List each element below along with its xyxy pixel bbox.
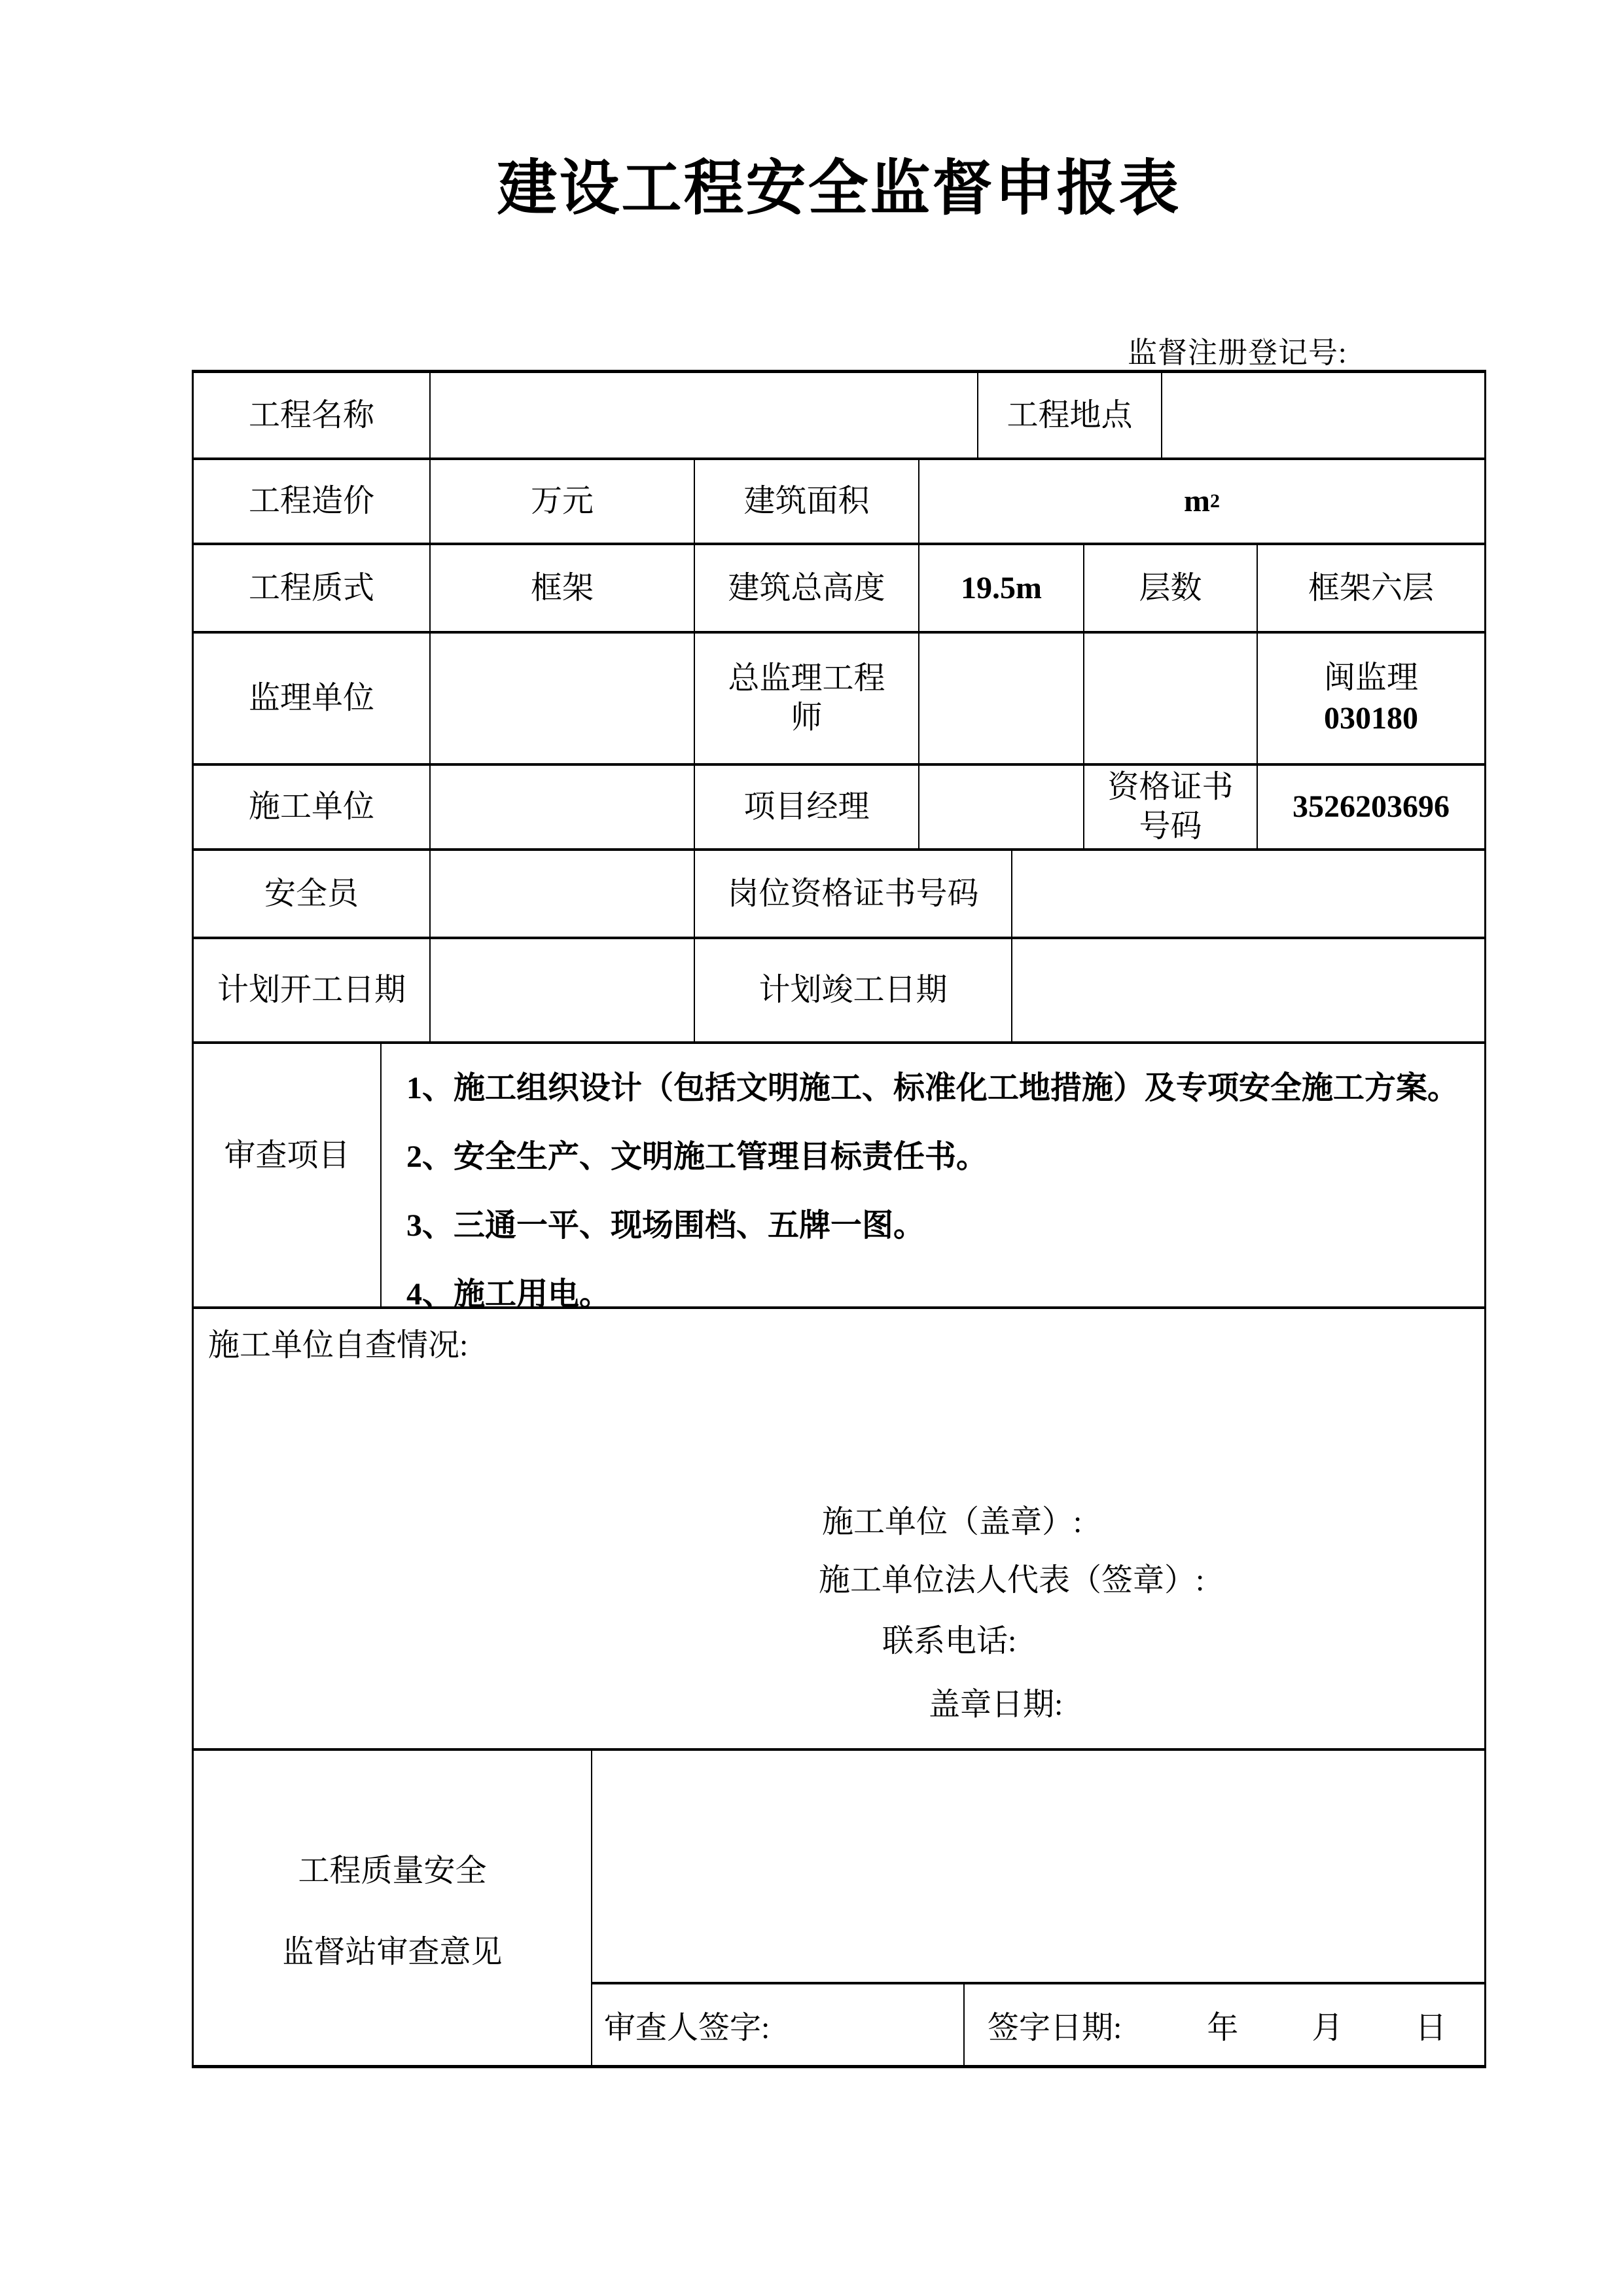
station-signature-row [592,1984,1484,2065]
area-unit-base: m [1184,484,1210,518]
project-name-value [429,373,977,457]
qualification-cert-value: 3526203696 [1257,766,1484,848]
declaration-form-table [192,370,1486,2068]
day-label: 日 [1415,2011,1447,2045]
supervision-cert-cell [1257,634,1484,763]
post-cert-value [1011,851,1484,937]
review-item-3: 3、三通一平、现场围档、五牌一图。 [406,1208,925,1243]
row-construction-unit [194,766,1484,851]
plan-finish-date-value [1011,939,1484,1041]
supervision-unit-value [429,634,694,763]
building-height-label: 建筑总高度 [694,545,918,631]
area-unit: m 2 [918,460,1484,543]
document-title: 建设工程安全监督申报表 [497,155,1181,222]
stamp-date-label: 盖章日期: [929,1687,1063,1722]
row-safety-officer [194,851,1484,939]
supervision-extra-cell [1083,634,1257,763]
project-location-value [1161,373,1484,457]
row-plan-dates [194,939,1484,1044]
station-review-content [591,1751,1484,2065]
signature-date-cell [963,1984,1484,2065]
row-structure [194,545,1484,634]
supervision-cert-line2: 030180 [1324,701,1418,736]
construction-unit-stamp-label: 施工单位（盖章）: [822,1505,1082,1539]
row-self-inspection [194,1309,1484,1751]
building-height-value: 19.5m [918,545,1083,631]
legal-representative-label: 施工单位法人代表（签章）: [819,1563,1205,1598]
qualification-cert-text: 资格证书号码 [1107,770,1234,844]
row-project-name [194,373,1484,460]
signature-date-label: 签字日期: [988,2011,1122,2045]
station-opinion-area [592,1751,1484,1984]
supervision-unit-label: 监理单位 [248,681,374,715]
review-items-list [380,1044,1484,1312]
project-name-label: 工程名称 [248,397,374,433]
floors-label: 层数 [1083,545,1257,631]
station-review-label-line2: 监督站审查意见 [282,1934,503,1969]
supervision-cert-line1: 闽监理 [1323,660,1418,695]
qualification-cert-label [1083,766,1257,848]
cost-label: 工程造价 [248,484,374,518]
chief-supervision-engineer-label [694,634,918,763]
chief-supervision-engineer-value [918,634,1083,763]
self-inspection-label: 施工单位自查情况: [208,1328,469,1363]
year-label: 年 [1207,2011,1239,2045]
chief-supervision-engineer-text: 总监理工程师 [728,661,885,735]
review-item-2: 2、安全生产、文明施工管理目标责任书。 [406,1139,988,1174]
structure-type-label: 工程质式 [248,570,374,605]
project-manager-label: 项目经理 [694,766,918,848]
post-cert-label: 岗位资格证书号码 [694,851,1011,937]
construction-unit-label: 施工单位 [248,789,374,824]
station-review-label [194,1751,591,2065]
safety-officer-label: 安全员 [264,876,359,911]
plan-finish-date-label: 计划竣工日期 [694,939,1011,1041]
plan-start-date-value [429,939,694,1041]
cost-unit: 万元 [429,460,694,543]
reviewer-signature-label: 审查人签字: [604,2011,770,2045]
month-label: 月 [1311,2011,1344,2045]
registration-number-label: 监督注册登记号: [1128,336,1347,369]
review-items-label: 审查项目 [224,1138,350,1173]
row-cost-area [194,460,1484,545]
self-inspection-cell [194,1309,1484,1748]
review-item-1: 1、施工组织设计（包括文明施工、标准化工地措施）及专项安全施工方案。 [406,1071,1459,1105]
review-item-4: 4、施工用电。 [406,1277,611,1312]
floors-value: 框架六层 [1257,545,1484,631]
contact-phone-label: 联系电话: [882,1624,1017,1659]
structure-type-value: 框架 [429,545,694,631]
project-manager-value [918,766,1083,848]
area-label: 建筑面积 [694,460,918,543]
row-review-items [194,1044,1484,1312]
row-station-review [194,1751,1484,2065]
construction-unit-value [429,766,694,848]
plan-start-date-label: 计划开工日期 [217,973,406,1007]
project-location-label: 工程地点 [977,373,1161,457]
station-review-label-line1: 工程质量安全 [298,1853,487,1888]
safety-officer-value [429,851,694,937]
row-supervision-unit [194,634,1484,766]
